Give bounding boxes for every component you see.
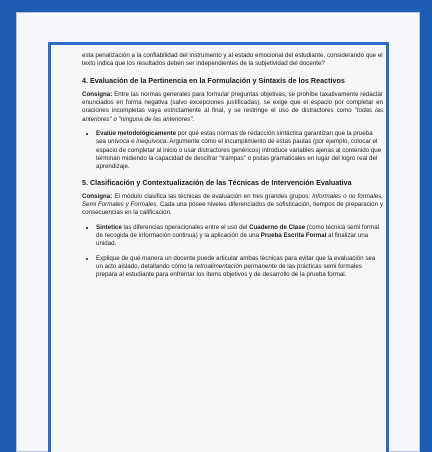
section4-consigna-end: . [192,115,195,123]
section5-bullet2-text2: de las prácticas semi formales prepara al estudiante para enfrentar los ítems objetivos y de desarrollo de la prueba formal. [96,262,362,279]
section4-bullet-bold: Evalúe metodológicamente [96,130,177,138]
section5-bullet2-text1: Explique de qué manera un docente puede articular ambas técnicas para evitar que la evaluación sea un acto aislado, detallando cómo la [96,254,376,270]
section5-consigna-label: Consigna: [82,192,113,200]
section5-heading: 5. Clasificación y Contextualización de las Técnicas de Intervención Evaluativa [82,177,352,187]
section5-bullet1-bold1: Sintetice [96,223,122,231]
section4-bullets [82,130,383,171]
section5-consigna-text1: El módulo clasifica las técnicas de evaluación en tres grandes grupos: [112,192,313,200]
section5-bullet-2 [96,255,383,280]
section4-consigna [82,91,383,124]
section5-bullet2-italic: retroalimentación permanente [194,262,277,270]
section5-bullet1-bold2: Cuaderno de Clase [249,223,306,231]
section5-bullets [82,224,383,280]
section5-bullet1-text3: al finalizar una unidad. [96,232,369,248]
section4-bullet-text1: por qué estas normas de redacción sintáctica garantizan que la prueba sea [96,130,373,146]
section5-bullet-1 [96,224,383,249]
section4-consigna-italic: "todas las anteriores" o "ninguna de las anteriores" [82,107,383,123]
section4-bullet [96,130,383,171]
section4-bullet-italic: unívoca e inequívoca [107,138,167,146]
section5-consigna [82,193,383,218]
section5-bullet1-bold3: Prueba Escrita Formal [260,232,327,240]
section4-consigna-text: Entre las normas generales para formular preguntas objetivas, se prohíbe taxativamente redactar enunciados en forma negativa (salvo excepciones justificadas), se exige que el espacio por completar en oraciones incompletas vaya estrictamente al final, y se restringe el uso de distractores como [82,90,383,115]
section4-heading: 4. Evaluación de la Pertinencia en la Formulación y Sintaxis de los Reactivos [82,75,345,85]
document-content [82,52,383,286]
section5-bullet1-text1: las diferencias operacionales entre el uso del [121,223,250,231]
section4-bullet-text2: . Argumente cómo el incumplimiento de estas pautas (por ejemplo, colocar el espacio de completar al inicio o usar distractores genéricos) introduce variables ajenas al contenido que terminan midiendo la capacidad de descifrar "trampas" o pistas gramaticales en lugar del logro real del aprendizaje. [96,138,382,171]
section4-consigna-label: Consigna: [82,90,113,98]
section5-bullet1-text2: (como técnica semi formal de recogida de información continua) y la aplicación de una [96,223,380,240]
intro-paragraph: esta penalización a la confiabilidad del instrumento y al estado emocional del estudiante, considerando que el texto indica que los resultados deben ser independientes de la subjetividad del docente? [82,52,383,68]
section5-consigna-italic: Informales o no formales, Semi Formales y Formales [82,192,383,209]
section5-consigna-text2: . Cada una posee niveles diferenciados de sofisticación, tiempos de preparación y consecuencias en la calificación. [82,201,384,217]
